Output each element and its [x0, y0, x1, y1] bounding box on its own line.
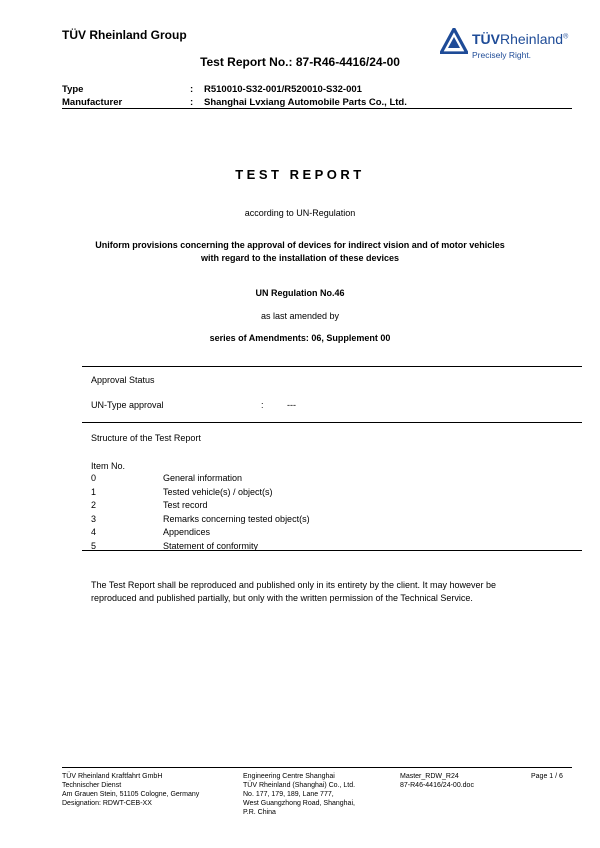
tuv-logo — [438, 26, 578, 66]
list-item: 2 Test record — [91, 500, 208, 510]
list-item: 5 Statement of conformity — [91, 540, 259, 551]
approval-status-label: Approval Status — [91, 375, 155, 385]
logo-tagline: Precisely Right. — [472, 50, 532, 60]
document-title: TEST REPORT — [235, 167, 365, 182]
structure-label: Structure of the Test Report — [91, 433, 201, 443]
type-approval-label: UN-Type approval — [91, 400, 164, 410]
structure-list — [91, 472, 310, 553]
list-item: 0 General information — [91, 473, 243, 483]
organization-name: TÜV Rheinland Group — [62, 28, 187, 42]
regulation-description: Uniform provisions concerning the approval of devices for indirect vision and of motor vehicles with regard to the installation of these devices — [95, 240, 505, 263]
meta-row-manufacturer: Manufacturer : Shanghai Lvxiang Automobile Parts Co., Ltd. — [62, 97, 407, 108]
report-number: Test Report No.: 87-R46-4416/24-00 — [200, 55, 400, 69]
header-divider — [62, 108, 572, 109]
list-item: 1 Tested vehicle(s) / object(s) — [91, 486, 273, 497]
type-approval-value: --- — [287, 400, 296, 410]
reproduction-notice: The Test Report shall be reproduced and published only in its entirety by the client. It may however be reproduced and published partially, but only with the written permission of the Technical Service. — [91, 580, 497, 603]
footer-engineering-centre: Engineering Centre Shanghai TÜV Rheinland (Shanghai) Co., Ltd. No. 177, 179, 189, Lane 777, West Guangzhong Road, Shanghai, P.R. China — [243, 773, 356, 816]
section-divider — [82, 366, 582, 367]
tuv-triangle-icon — [440, 28, 468, 54]
regulation-number: UN Regulation No.46 — [255, 288, 345, 298]
report-meta — [62, 83, 407, 109]
according-text: according to UN-Regulation — [244, 208, 356, 218]
list-item: 3 Remarks concerning tested object(s) — [91, 513, 310, 524]
list-item: 4 Appendices — [91, 527, 211, 537]
section-divider — [82, 550, 582, 551]
amended-text: as last amended by — [260, 311, 340, 321]
footer-document-id: Master_RDW_R24 87-R46-4416/24-00.doc — [400, 773, 474, 789]
meta-row-type: Type : R510010-S32-001/R520010-S32-001 — [62, 84, 362, 95]
item-number-header: Item No. — [91, 461, 126, 471]
footer-company: TÜV Rheinland Kraftfahrt GmbH Technischer Dienst Am Grauen Stein, 51105 Cologne, Germany Designation: RDWT-CEB-XX — [62, 773, 200, 807]
footer-divider — [62, 767, 572, 768]
type-approval-colon: : — [261, 400, 264, 410]
page-number: Page 1 / 6 — [531, 773, 563, 780]
amendment-series: series of Amendments: 06, Supplement 00 — [209, 333, 391, 343]
logo-wordmark: TÜVRheinland® — [472, 31, 569, 47]
section-divider — [82, 422, 582, 423]
